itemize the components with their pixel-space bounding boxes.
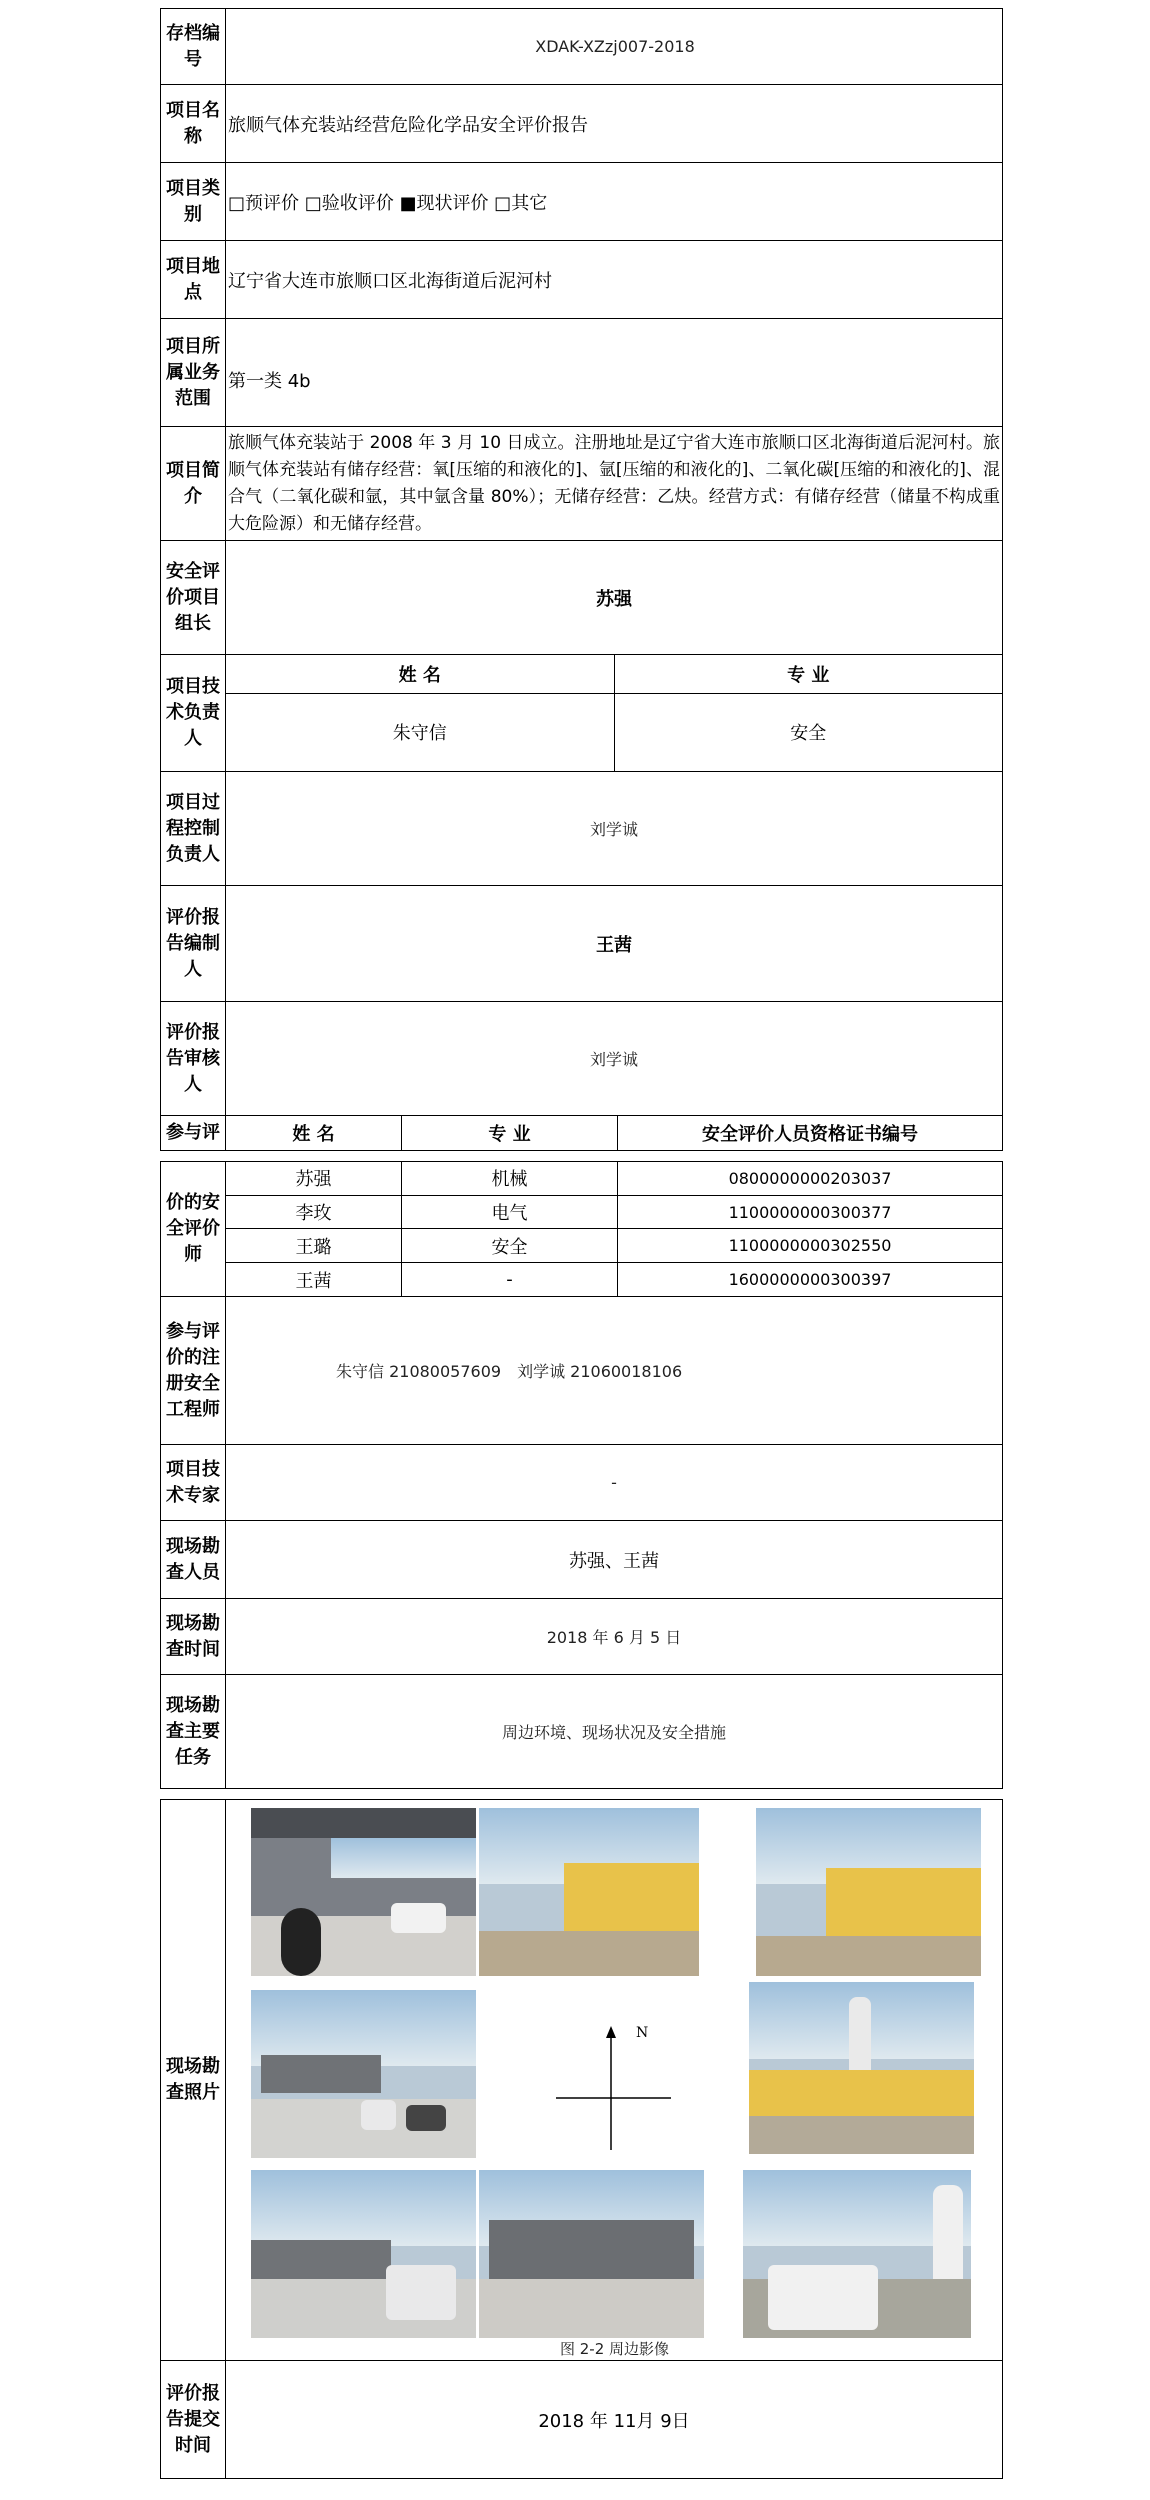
north-label: N [636, 2025, 649, 2041]
project-location-label: 项目地点 [161, 241, 226, 319]
process-lead-label: 项目过程控制负责人 [161, 772, 226, 886]
evaluators-label-top: 参与评 [161, 1116, 226, 1151]
tech-experts-label: 项目技术专家 [161, 1445, 226, 1521]
site-photo [479, 1808, 699, 1976]
photo-table [160, 1799, 1003, 2479]
evaluator-row [226, 1162, 1002, 1195]
evaluators-list-cell [226, 1162, 1003, 1297]
engineers-value: 朱守信 21080057609 刘学诚 21060018106 [226, 1297, 1003, 1445]
report-writer-label: 评价报告编制人 [161, 886, 226, 1002]
evaluator-row [226, 1263, 1002, 1296]
team-leader-value: 苏强 [226, 541, 1003, 655]
evaluator-major: 电气 [402, 1195, 618, 1229]
business-scope-value: 第一类 4b [226, 319, 1003, 427]
site-staff-value: 苏强、王茜 [226, 1521, 1003, 1599]
record-no-label: 存档编号 [161, 9, 226, 85]
project-intro-label: 项目简介 [161, 427, 226, 541]
evaluator-cert: 0800000000203037 [618, 1162, 1003, 1195]
evaluator-name: 王璐 [226, 1229, 402, 1263]
tech-lead-header-name: 姓 名 [398, 664, 441, 686]
tech-lead-major: 安全 [614, 693, 1002, 771]
site-photo [479, 2170, 704, 2338]
team-leader-label: 安全评价项目组长 [161, 541, 226, 655]
site-photo [251, 1990, 476, 2158]
evaluator-major: 安全 [402, 1229, 618, 1263]
evaluator-major: - [402, 1263, 618, 1296]
site-photo [756, 1808, 981, 1976]
evaluators-header-name: 姓 名 [292, 1124, 335, 1145]
info-table [160, 8, 1003, 1151]
report-sheet [160, 8, 1003, 2479]
north-arrow [511, 1990, 711, 2158]
report-writer-value: 王茜 [226, 886, 1003, 1002]
site-photo [251, 2170, 476, 2338]
process-lead-value: 刘学诚 [226, 772, 1003, 886]
report-reviewer-value: 刘学诚 [226, 1002, 1003, 1116]
project-location-value: 辽宁省大连市旅顺口区北海街道后泥河村 [226, 241, 1003, 319]
submit-time-value: 2018 年 11月 9日 [226, 2361, 1003, 2479]
evaluator-name: 苏强 [295, 1169, 332, 1191]
project-type-value: □预评价 □验收评价 ■现状评价 □其它 [226, 163, 1003, 241]
tech-lead-cell [226, 655, 1003, 772]
site-photo [749, 1982, 974, 2154]
evaluator-name: 王茜 [226, 1263, 402, 1296]
evaluator-row [226, 1229, 1002, 1263]
tech-lead-header-major: 专 业 [614, 655, 1002, 693]
site-photos-label: 现场勘查照片 [161, 1800, 226, 2361]
site-tasks-value: 周边环境、现场状况及安全措施 [226, 1675, 1003, 1789]
north-arrow-icon [511, 1990, 711, 2158]
project-name-value: 旅顺气体充装站经营危险化学品安全评价报告 [226, 85, 1003, 163]
business-scope-label: 项目所属业务范围 [161, 319, 226, 427]
site-tasks-label: 现场勘查主要任务 [161, 1675, 226, 1789]
site-photos-cell [226, 1800, 1003, 2361]
staff-table [160, 1161, 1003, 1789]
record-no-value: XDAK-XZzj007-2018 [226, 9, 1003, 85]
project-type-label: 项目类别 [161, 163, 226, 241]
engineers-label: 参与评价的注册安全工程师 [161, 1297, 226, 1445]
evaluator-cert: 1100000000300377 [618, 1195, 1003, 1229]
evaluators-header-cell [226, 1116, 1003, 1151]
site-time-label: 现场勘查时间 [161, 1599, 226, 1675]
tech-experts-value: - [226, 1445, 1003, 1521]
photo-caption: 图 2-2 周边影像 [559, 2340, 670, 2358]
submit-time-label: 评价报告提交时间 [161, 2361, 226, 2479]
evaluator-cert: 1600000000300397 [618, 1263, 1003, 1296]
site-staff-label: 现场勘查人员 [161, 1521, 226, 1599]
evaluators-header-major: 专 业 [402, 1116, 618, 1150]
report-reviewer-label: 评价报告审核人 [161, 1002, 226, 1116]
site-photo [743, 2170, 971, 2338]
evaluators-label-bottom: 价的安全评价师 [161, 1162, 226, 1297]
evaluator-name: 李玫 [226, 1195, 402, 1229]
evaluator-row [226, 1195, 1002, 1229]
evaluators-header-cert: 安全评价人员资格证书编号 [618, 1116, 1003, 1150]
tech-lead-name: 朱守信 [226, 693, 614, 771]
evaluator-cert: 1100000000302550 [618, 1229, 1003, 1263]
project-name-label: 项目名称 [161, 85, 226, 163]
evaluator-major: 机械 [402, 1162, 618, 1195]
site-photo [251, 1808, 476, 1976]
tech-lead-label: 项目技术负责人 [161, 655, 226, 772]
site-time-value: 2018 年 6 月 5 日 [226, 1599, 1003, 1675]
project-intro-value: 旅顺气体充装站于 2008 年 3 月 10 日成立。注册地址是辽宁省大连市旅顺口区北海街道后泥河村。旅顺气体充装站有储存经营：氧[压缩的和液化的]、氩[压缩的和液化的]、二氧化碳[压缩的和液化的]、混合气（二氧化碳和氩，其中氩含量 80%）；无储存经营：乙炔。经营方式：有储存经营（储量不构成重大危险源）和无储存经营。 [226, 427, 1003, 541]
